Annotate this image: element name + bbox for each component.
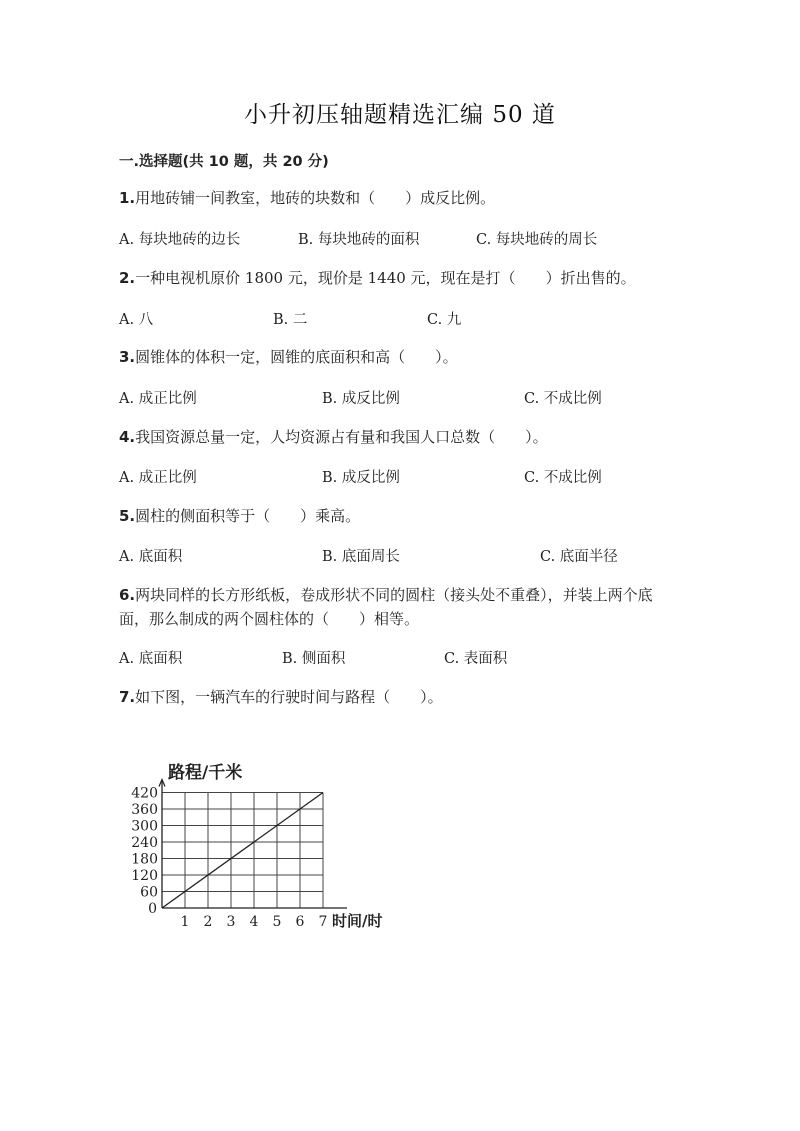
- section-heading: 一.选择题(共 10 题，共 20 分): [119, 154, 329, 170]
- question-1: [119, 186, 679, 210]
- question-number: 1.: [119, 189, 136, 207]
- option-b: B. 成反比例: [322, 391, 400, 407]
- option-a: A. 八: [119, 312, 154, 328]
- option-a: A. 底面积: [119, 651, 183, 667]
- question-text: 圆柱的侧面积等于（ ）乘高。: [135, 507, 361, 525]
- question-text: 我国资源总量一定，人均资源占有量和我国人口总数（ ）。: [135, 428, 548, 446]
- question-text: 如下图，一辆汽车的行驶时间与路程（ ）。: [135, 688, 443, 706]
- question-number: 6.: [119, 586, 136, 604]
- page-title: 小升初压轴题精选汇编 50 道: [244, 102, 556, 128]
- x-tick-label: 3: [226, 914, 236, 930]
- option-a: A. 每块地砖的边长: [119, 232, 241, 248]
- option-b: B. 每块地砖的面积: [298, 232, 420, 248]
- question-4: [119, 425, 679, 449]
- chart-series: [162, 793, 323, 909]
- series-line: [162, 793, 323, 909]
- question-6: [119, 583, 674, 631]
- question-text: 用地砖铺一间教室，地砖的块数和（ ）成反比例。: [135, 189, 496, 207]
- question-number: 5.: [119, 507, 136, 525]
- question-7: [119, 685, 679, 709]
- x-tick-label: 6: [295, 914, 305, 930]
- y-tick-label: 420: [131, 785, 158, 802]
- chart-axes: [159, 780, 347, 909]
- x-axis-label: 时间/时: [332, 912, 383, 930]
- y-tick-label: 300: [131, 818, 158, 835]
- question-3: [119, 345, 679, 369]
- y-tick-label: 60: [140, 884, 158, 901]
- y-axis-label: 路程/千米: [168, 763, 243, 783]
- x-tick-label: 2: [203, 914, 213, 930]
- y-tick-label: 240: [131, 835, 158, 851]
- question-5: [119, 504, 679, 528]
- option-a: A. 底面积: [119, 549, 183, 565]
- option-b: B. 二: [273, 312, 308, 328]
- option-b: B. 成反比例: [322, 470, 400, 486]
- distance-time-chart: [120, 755, 410, 940]
- question-number: 2.: [119, 269, 136, 287]
- question-2: [119, 266, 679, 290]
- option-a: A. 成正比例: [119, 391, 197, 407]
- option-c: C. 九: [427, 312, 462, 328]
- option-a: A. 成正比例: [119, 470, 197, 486]
- y-tick-label: 360: [131, 802, 158, 818]
- question-text: 两块同样的长方形纸板，卷成形状不同的圆柱（接头处不重叠），并装上两个底面，那么制成的两个圆柱体的（ ）相等。: [119, 586, 653, 628]
- option-c: C. 每块地砖的周长: [476, 232, 598, 248]
- option-c: C. 表面积: [444, 651, 508, 667]
- question-text: 一种电视机原价 1800 元，现价是 1440 元，现在是打（ ）折出售的。: [135, 269, 636, 287]
- option-b: B. 底面周长: [322, 549, 400, 565]
- question-text: 圆锥体的体积一定，圆锥的底面积和高（ ）。: [135, 348, 458, 366]
- option-b: B. 侧面积: [282, 651, 346, 667]
- x-tick-label: 1: [180, 914, 190, 930]
- x-tick-label: 5: [272, 914, 282, 930]
- x-tick-label: 4: [249, 914, 259, 930]
- question-number: 3.: [119, 348, 136, 366]
- origin-label: 0: [148, 901, 157, 917]
- x-tick-label: 7: [318, 914, 328, 930]
- chart-labels: [131, 762, 382, 930]
- option-c: C. 不成比例: [524, 391, 602, 407]
- question-number: 4.: [119, 428, 136, 446]
- y-tick-label: 180: [131, 851, 158, 868]
- y-tick-label: 120: [131, 868, 158, 884]
- option-c: C. 底面半径: [540, 549, 618, 565]
- option-c: C. 不成比例: [524, 470, 602, 486]
- question-number: 7.: [119, 688, 136, 706]
